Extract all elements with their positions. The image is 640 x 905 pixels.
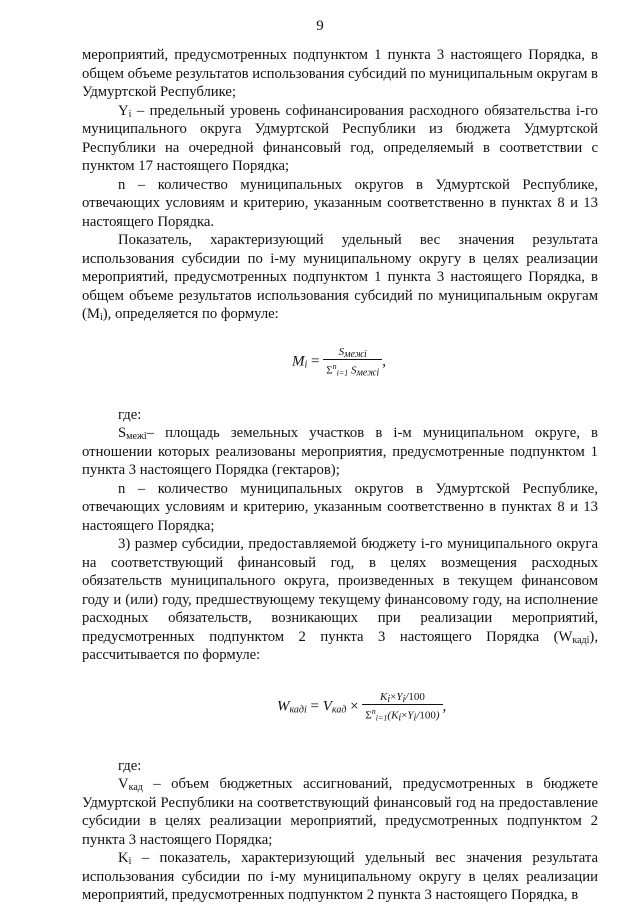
paragraph: $Y_i$ – предельный уровень софинансирования расходного обязательства i-го муниципального округа Удмуртской Республики из бюджета Удмуртской Республики на очередной финансовый год, определяемый в соответствии с пунктом 17 настоящего Порядка; <box>82 102 598 174</box>
paragraph: $K_i$ – показатель, характеризующий удельный вес значения результата использования субсидии по i-му муниципальному округу в целях реализации мероприятий, предусмотренных подпунктом 2 пункта 3 настоящего Порядка, в <box>82 850 598 903</box>
paragraph: мероприятий, предусмотренных подпунктом 1 пункта 3 настоящего Порядка, в общем объеме результатов использования субсидий по муниципальным округам в Удмуртской Республике; <box>82 47 598 100</box>
paragraph: n – количество муниципальных округов в Удмуртской Республике, отвечающих условиям и критерию, указанным соответственно в пунктах 8 и 13 настоящего Порядка; <box>82 480 598 534</box>
where-label: где: <box>118 757 142 774</box>
page-number: 9 <box>316 18 324 34</box>
paragraph: $V_{кад}$ – объем бюджетных ассигнований, предусмотренных в бюджете Удмуртской Республики на соответствующий финансовый год на предоставление субсидии в целях реализации мероприятий, предусмотренных подпунктом 2 пункта 3 настоящего Порядка; <box>82 776 598 848</box>
paragraph: $S_{межi}-$ площадь земельных участков в i-м муниципальном округе, в отношении которых реализованы мероприятия, предусмотренные подпунктом 1 пункта 3 настоящего Порядка (гектаров); <box>82 425 598 478</box>
document-body <box>82 46 598 905</box>
paragraph: Показатель, характеризующий удельный вес значения результата использования субсидии по i-му муниципальному округу в целях реализации мероприятий, предусмотренных подпунктом 1 пункта 3 настоящего Порядка, в общем объеме результатов использования субсидий по муниципальным округам $(M_i)$, определяется по формуле: <box>82 232 598 323</box>
formula-wkad: $W_{кадi} = V_{кад}$ × $\frac{K_i\times Y_i/100}{\Sigma^n_{i=1}(K_i\times Y_i/100)}$ , <box>277 690 447 724</box>
fraction: $\frac{K_i\times Y_i/100}{\Sigma^n_{i=1}(K_i\times Y_i/100)}$ <box>362 691 442 723</box>
formula-mi: $M_i$ = $\frac{S_{межi}}{\Sigma^n_{i=1} S_{межi}}$ , <box>292 345 386 379</box>
fraction: $\frac{S_{межi}}{\Sigma^n_{i=1} S_{межi}}$ <box>323 346 382 378</box>
where-label: где: <box>118 406 142 423</box>
paragraph: 3) размер субсидии, предоставляемой бюджету i-го муниципального округа на соответствующий финансовый год, в целях возмещения расходных обязательств муниципального округа, произведенных в текущем финансовом году и (или) году, предшествующему текущему финансовому году, на исполнение расходных обязательств, возникающих при реализации мероприятий, предусмотренных подпунктом 2 пункта 3 настоящего Порядка $(W_{кадi})$, рассчитывается по формуле: <box>82 536 598 663</box>
paragraph: n – количество муниципальных округов в Удмуртской Республике, отвечающих условиям и критерию, указанным соответственно в пунктах 8 и 13 настоящего Порядка. <box>82 176 598 230</box>
